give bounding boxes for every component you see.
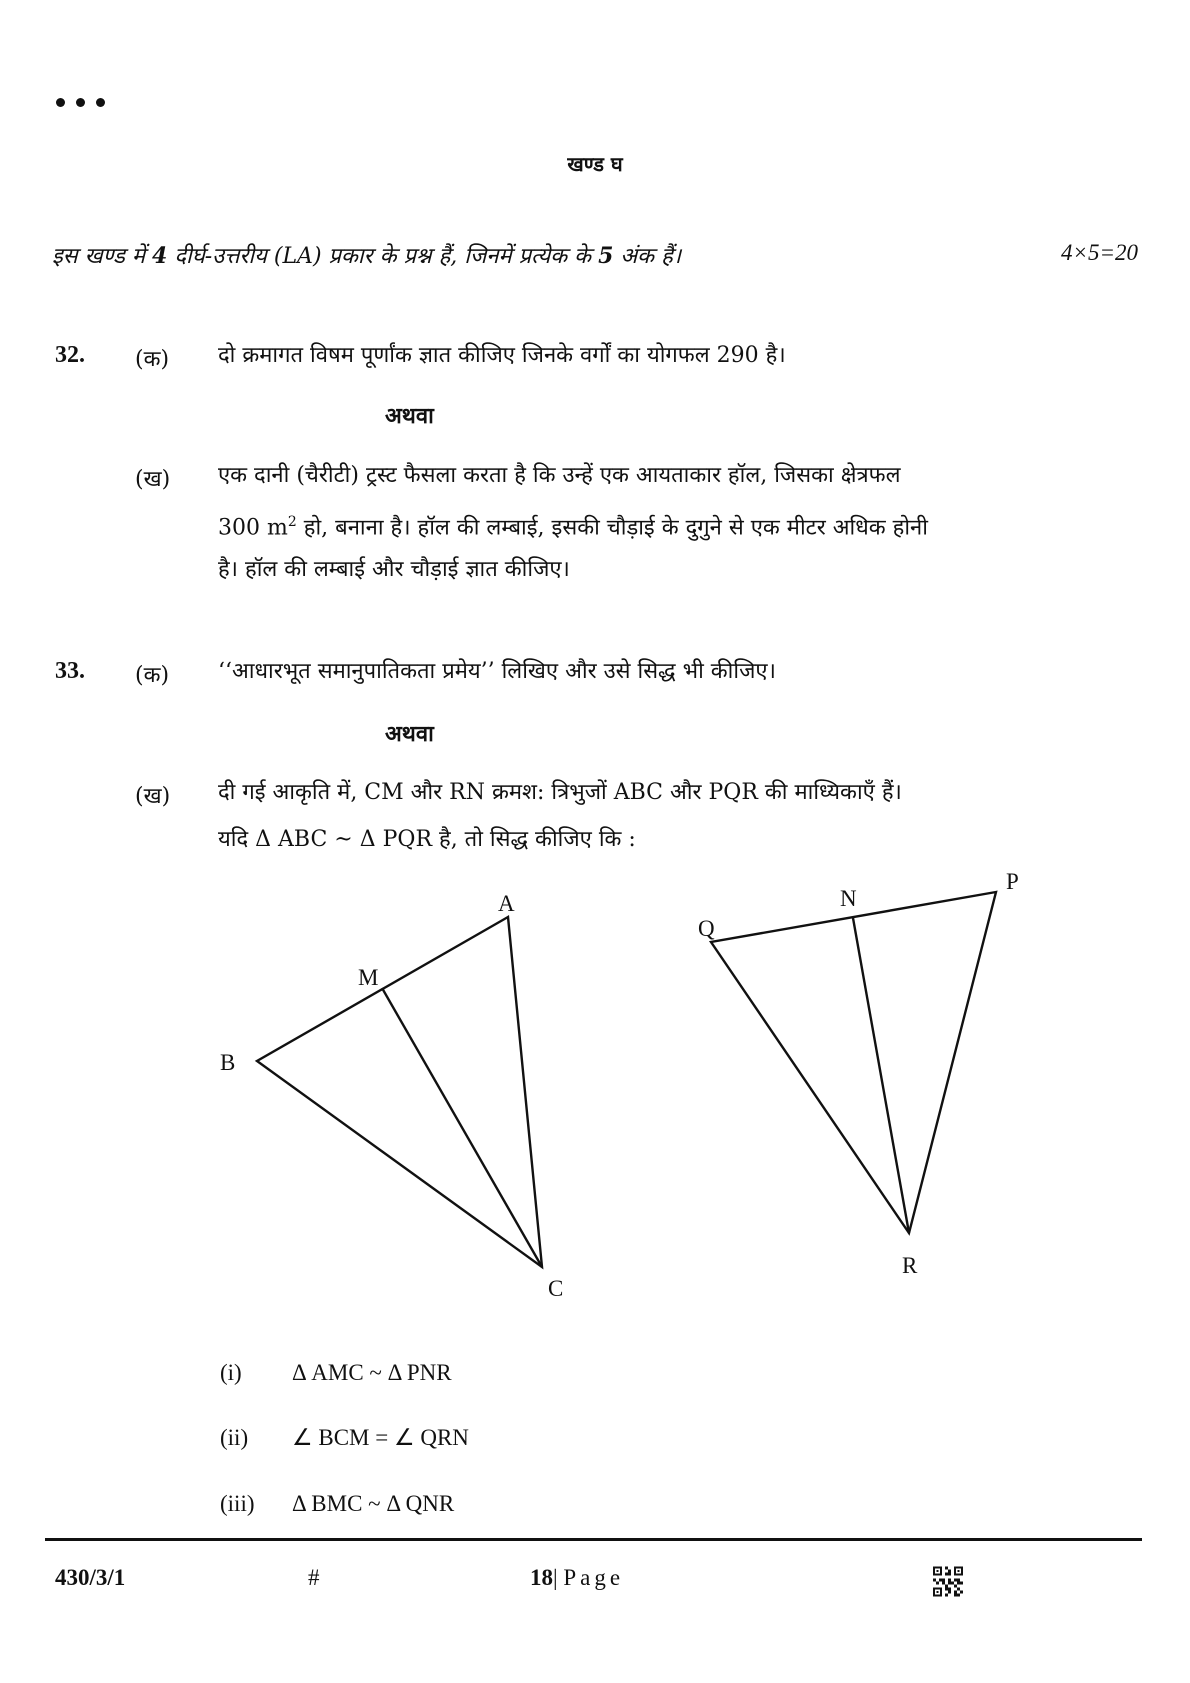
part-label: (ख) xyxy=(135,784,171,809)
part-label: (क) xyxy=(135,347,170,372)
hash-mark: # xyxy=(308,1565,320,1590)
part-label: (क) xyxy=(135,663,170,688)
question-number: 32. xyxy=(55,342,85,368)
superscript: 2 xyxy=(287,514,297,530)
vertex-label-r: R xyxy=(902,1253,918,1278)
vertex-label-b: B xyxy=(220,1050,236,1075)
page-indicator xyxy=(530,1565,624,1591)
item-label: (iii) xyxy=(220,1491,255,1516)
vertex-label-p: P xyxy=(1006,869,1019,894)
qr-code-icon xyxy=(933,1566,963,1597)
marks-formula: 4×5=20 xyxy=(1060,240,1138,265)
item-text: Δ AMC ~ Δ PNR xyxy=(292,1360,452,1385)
or-label: अथवा xyxy=(385,404,434,429)
item-label: (i) xyxy=(220,1360,242,1385)
vertex-label-q: Q xyxy=(698,916,715,941)
item-text: ∠ BCM = ∠ QRN xyxy=(292,1425,469,1450)
proof-item xyxy=(220,1491,454,1517)
section-title: खण्ड घ xyxy=(567,152,623,176)
proof-item xyxy=(220,1425,469,1451)
instruction-text: अंक हैं। xyxy=(613,244,682,269)
question-number: 33. xyxy=(55,658,85,684)
or-label: अथवा xyxy=(385,722,434,747)
question-text-cont: हो, बनाना है। हॉल की लम्बाई, इसकी चौड़ाई के दुगुने से एक मीटर अधिक होनी xyxy=(296,515,928,541)
page-word: Page xyxy=(563,1565,625,1590)
item-text: Δ BMC ~ Δ QNR xyxy=(292,1491,455,1516)
paper-code: 430/3/1 xyxy=(55,1565,126,1590)
page-separator: | xyxy=(553,1565,558,1590)
footer-rule xyxy=(45,1538,1142,1541)
marks-each: 5 xyxy=(598,243,614,269)
area-value: 300 m xyxy=(218,515,288,541)
triangle-pqr xyxy=(711,892,996,1233)
page-number: 18 xyxy=(530,1565,553,1590)
instruction-text: इस खण्ड में xyxy=(52,244,153,269)
triangle-abc xyxy=(257,917,542,1267)
median-rn xyxy=(853,918,909,1233)
question-text: एक दानी (चैरीटी) ट्रस्ट फैसला करता है कि उन्हें एक आयताकार हॉल, जिसका क्षेत्रफल xyxy=(218,463,901,488)
question-text: यदि Δ ABC ~ Δ PQR है, तो सिद्ध कीजिए कि : xyxy=(218,827,636,852)
vertex-label-c: C xyxy=(548,1276,564,1301)
proof-item xyxy=(220,1360,452,1386)
question-text: है। हॉल की लम्बाई और चौड़ाई ज्ञात कीजिए। xyxy=(218,557,570,582)
question-count: 4 xyxy=(152,243,168,269)
vertex-label-n: N xyxy=(840,886,857,911)
question-text: दो क्रमागत विषम पूर्णांक ज्ञात कीजिए जिनके वर्गों का योगफल 290 है। xyxy=(218,343,786,368)
item-label: (ii) xyxy=(220,1425,249,1450)
vertex-label-m: M xyxy=(358,965,379,990)
instruction-text: दीर्घ-उत्तरीय (LA) प्रकार के प्रश्न हैं, जिनमें प्रत्येक के xyxy=(167,244,599,269)
part-label: (ख) xyxy=(135,467,171,492)
question-text: दी गई आकृति में, CM और RN क्रमश: त्रिभुजों ABC और PQR की माध्यिकाएँ हैं। xyxy=(218,780,902,805)
question-text: ‘‘आधारभूत समानुपातिकता प्रमेय’’ लिखिए और उसे सिद्ध भी कीजिए। xyxy=(218,659,776,684)
vertex-label-a: A xyxy=(498,891,515,916)
